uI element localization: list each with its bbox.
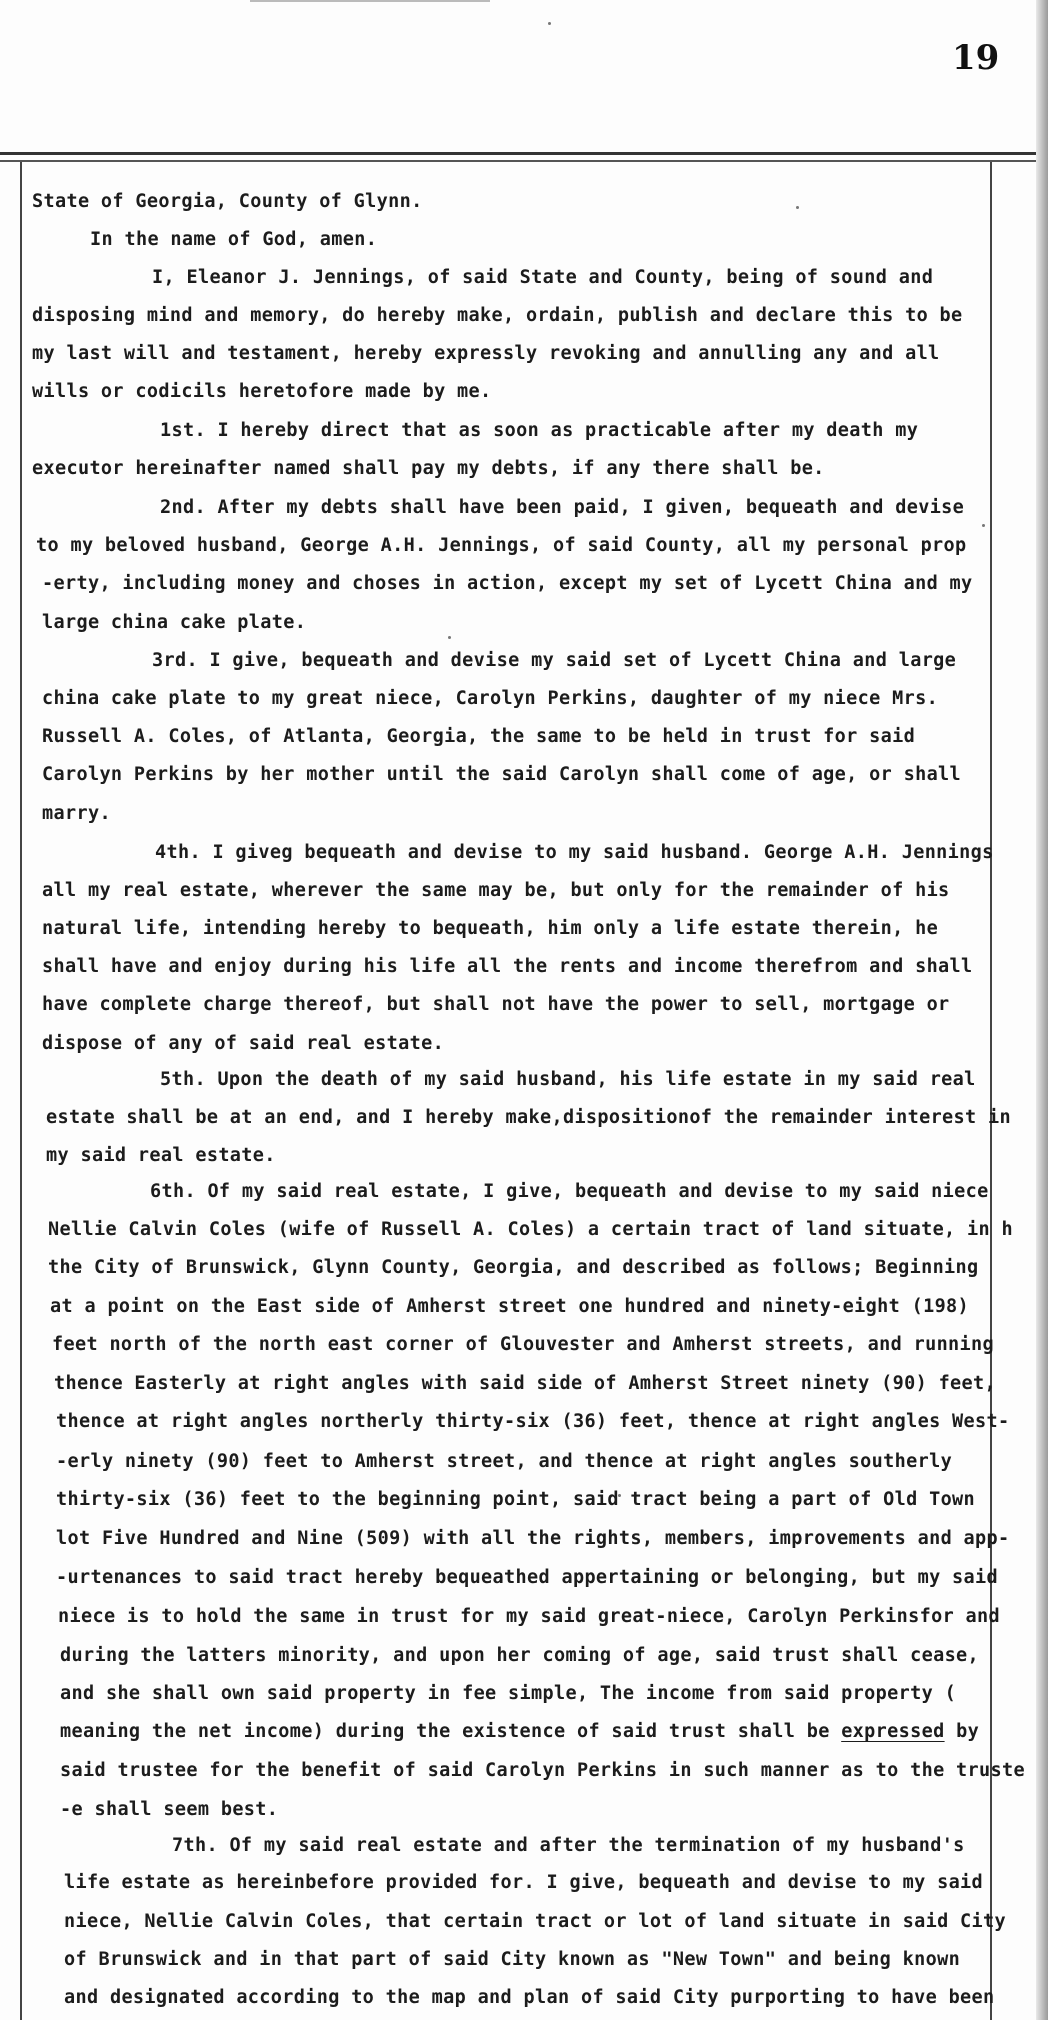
text-line: 5th. Upon the death of my said husband, his life estate in my said real <box>160 1069 976 1090</box>
text-line: niece is to hold the same in trust for my said great-niece, Carolyn Perkinsfor and <box>58 1606 1001 1627</box>
text-line: thence at right angles northerly thirty-six (36) feet, thence at right angles West- <box>56 1411 1010 1432</box>
text-line: 6th. Of my said real estate, I give, bequeath and devise to my said niece <box>150 1181 989 1202</box>
text-line: natural life, intending hereby to bequeath, him only a life estate therein, he <box>42 918 939 939</box>
header-rule <box>0 152 1040 155</box>
text-line: niece, Nellie Calvin Coles, that certain tract or lot of land situate in said City <box>64 1911 1007 1932</box>
text-line: State of Georgia, County of Glynn. <box>32 191 423 212</box>
right-margin-rule <box>990 162 992 2020</box>
text-line: my said real estate. <box>46 1145 276 1166</box>
text-line: -urtenances to said tract hereby bequeathed appertaining or belonging, but my said <box>56 1567 999 1588</box>
text-line: shall have and enjoy during his life all the rents and income therefrom and shall <box>42 956 973 977</box>
text-line: executor hereinafter named shall pay my debts, if any there shall be. <box>32 458 825 479</box>
text-line: large china cake plate. <box>42 612 307 633</box>
text-line: -erly ninety (90) feet to Amherst street, and thence at right angles southerly <box>56 1451 953 1472</box>
underlined-word: expressed <box>841 1721 945 1742</box>
text-line: life estate as hereinbefore provided for. I give, bequeath and devise to my said <box>64 1872 984 1893</box>
text-line: china cake plate to my great niece, Carolyn Perkins, daughter of my niece Mrs. <box>42 688 939 709</box>
text-line: dispose of any of said real estate. <box>42 1033 445 1054</box>
text-line: 3rd. I give, bequeath and devise my said set of Lycett China and large <box>152 650 957 671</box>
text-line: thence Easterly at right angles with said side of Amherst Street ninety (90) feet, <box>54 1373 997 1394</box>
scan-edge-mark <box>250 0 490 2</box>
text-line: wills or codicils heretofore made by me. <box>32 381 492 402</box>
text-line: In the name of God, amen. <box>90 229 378 250</box>
text-line: feet north of the north east corner of Glouvester and Amherst streets, and running <box>52 1334 995 1355</box>
text-line: disposing mind and memory, do hereby make, ordain, publish and declare this to be <box>32 305 963 326</box>
text-line: said trustee for the benefit of said Carolyn Perkins in such manner as to the truste <box>60 1760 1025 1781</box>
text-line: marry. <box>42 803 111 824</box>
text-line: during the latters minority, and upon her coming of age, said trust shall cease, <box>60 1645 980 1666</box>
scan-speck <box>448 636 451 639</box>
text-line: 7th. Of my said real estate and after the termination of my husband's <box>172 1835 965 1856</box>
text-line: 4th. I giveg bequeath and devise to my said husband. George A.H. Jennings <box>155 842 994 863</box>
page-edge-shadow <box>1036 0 1048 2020</box>
text-line: at a point on the East side of Amherst street one hundred and ninety-eight (198) <box>50 1296 970 1317</box>
text-line: Nellie Calvin Coles (wife of Russell A. Coles) a certain tract of land situate, in h <box>48 1219 1013 1240</box>
text-line: thirty-six (36) feet to the beginning point, said tract being a part of Old Town <box>56 1489 976 1510</box>
text-line: 1st. I hereby direct that as soon as practicable after my death my <box>160 420 919 441</box>
header-rule-secondary <box>0 160 1040 162</box>
scan-speck <box>548 22 551 25</box>
text-line: Russell A. Coles, of Atlanta, Georgia, the same to be held in trust for said <box>42 726 916 747</box>
text-line: and designated according to the map and plan of said City purporting to have been <box>64 1987 995 2008</box>
text-line: my last will and testament, hereby expressly revoking and annulling any and all <box>32 343 940 364</box>
text-line: to my beloved husband, George A.H. Jennings, of said County, all my personal prop <box>36 535 967 556</box>
text-line: all my real estate, wherever the same may be, but only for the remainder of his <box>42 880 950 901</box>
text-line: have complete charge thereof, but shall not have the power to sell, mortgage or <box>42 994 950 1015</box>
text-line: estate shall be at an end, and I hereby make,dispositionof the remainder interest in <box>46 1107 1011 1128</box>
text-line: -erty, including money and choses in action, except my set of Lycett China and my <box>42 573 973 594</box>
text-line: 2nd. After my debts shall have been paid, I given, bequeath and devise <box>160 497 965 518</box>
text-line: -e shall seem best. <box>60 1799 279 1820</box>
scan-speck <box>796 206 799 209</box>
text-line: the City of Brunswick, Glynn County, Georgia, and described as follows; Beginning <box>48 1257 979 1278</box>
text-line: Carolyn Perkins by her mother until the said Carolyn shall come of age, or shall <box>42 764 962 785</box>
text-line: meaning the net income) during the existence of said trust shall be expressed by <box>60 1721 980 1742</box>
scan-speck <box>982 524 985 527</box>
text-line: of Brunswick and in that part of said City known as "New Town" and being known <box>64 1949 961 1970</box>
text-line: lot Five Hundred and Nine (509) with all the rights, members, improvements and app- <box>56 1528 1010 1549</box>
page-number: 19 <box>952 38 1000 78</box>
text-line: and she shall own said property in fee simple, The income from said property ( <box>60 1683 957 1704</box>
text-line: I, Eleanor J. Jennings, of said State and County, being of sound and <box>152 267 934 288</box>
left-margin-rule <box>20 162 22 2020</box>
